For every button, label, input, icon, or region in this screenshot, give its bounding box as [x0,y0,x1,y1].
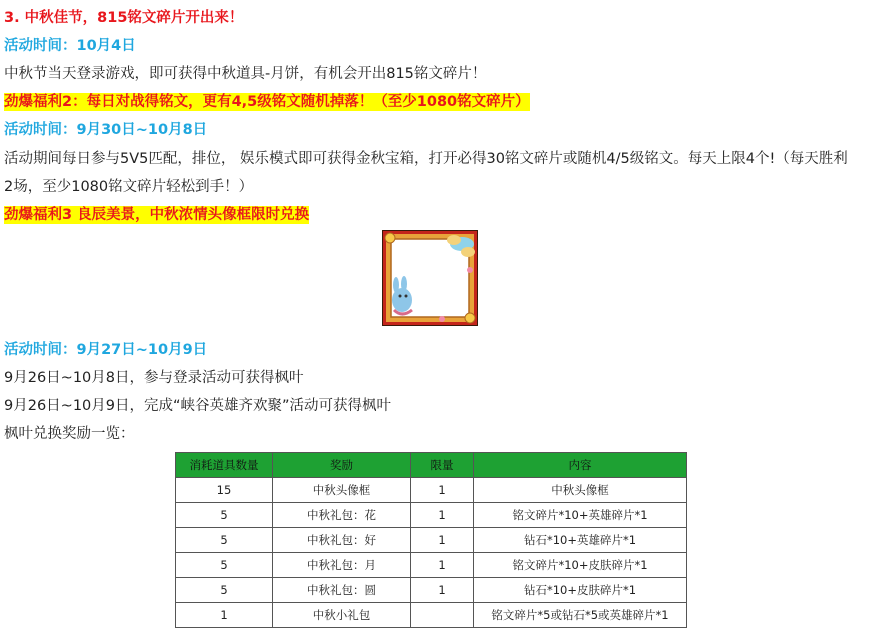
table-row [176,553,687,578]
cell-limit: 1 [411,503,474,528]
cell-cost: 15 [176,478,273,503]
cell-cost: 5 [176,503,273,528]
bonus-3-text: 劲爆福利3 良辰美景，中秋浓情头像框限时兑换 [4,207,310,223]
col-header-limit: 限量 [411,453,474,478]
event-desc-3b: 9月26日~10月9日，完成“峡谷英雄齐欢聚”活动可获得枫叶 [4,398,392,414]
event-time-2: 活动时间：9月30日~10月8日 [4,122,208,138]
col-header-cost: 消耗道具数量 [176,453,273,478]
table-row [176,528,687,553]
cell-cost: 5 [176,528,273,553]
cell-content: 中秋头像框 [474,478,687,503]
cell-reward: 中秋头像框 [273,478,411,503]
cell-limit: 1 [411,553,474,578]
table-row [176,478,687,503]
cell-limit [411,603,474,628]
reward-table [175,452,687,628]
event-desc-3a: 9月26日~10月8日，参与登录活动可获得枫叶 [4,370,304,386]
mid-autumn-avatar-frame-image [382,230,478,326]
cell-cost: 5 [176,553,273,578]
cell-limit: 1 [411,528,474,553]
cell-limit: 1 [411,578,474,603]
event-time-3: 活动时间：9月27日~10月9日 [4,342,208,358]
cell-content: 钻石*10+皮肤碎片*1 [474,578,687,603]
cell-reward: 中秋礼包：好 [273,528,411,553]
cell-cost: 5 [176,578,273,603]
bonus-2-heading [4,92,530,112]
cell-reward: 中秋礼包：花 [273,503,411,528]
cell-reward: 中秋礼包：月 [273,553,411,578]
avatar-frame-icon [382,230,478,326]
cell-content: 铭文碎片*10+皮肤碎片*1 [474,553,687,578]
exchange-list-label: 枫叶兑换奖励一览： [4,426,135,442]
table-row [176,503,687,528]
section-title: 3. 中秋佳节，815铭文碎片开出来！ [4,10,244,26]
event-desc-1: 中秋节当天登录游戏，即可获得中秋道具-月饼，有机会开出815铭文碎片！ [4,66,487,82]
cell-reward: 中秋礼包：圆 [273,578,411,603]
col-header-content: 内容 [474,453,687,478]
event-desc-2: 活动期间每日参与5V5匹配，排位， 娱乐模式即可获得金秋宝箱，打开必得30铭文碎片或随机4/5级铭文。每天上限4个!（每天胜利2场，至少1080铭文碎片轻松到手！） [4,151,848,195]
bonus-3-heading [4,205,309,225]
table-row [176,578,687,603]
cell-limit: 1 [411,478,474,503]
table-header-row [176,453,687,478]
table-row [176,603,687,628]
cell-cost: 1 [176,603,273,628]
cell-content: 铭文碎片*10+英雄碎片*1 [474,503,687,528]
event-time-1: 活动时间：10月4日 [4,38,136,54]
cell-content: 钻石*10+英雄碎片*1 [474,528,687,553]
bonus-2-text: 劲爆福利2：每日对战得铭文，更有4,5级铭文随机掉落！（至少1080铭文碎片） [4,94,530,110]
cell-content: 铭文碎片*5或钻石*5或英雄碎片*1 [474,603,687,628]
cell-reward: 中秋小礼包 [273,603,411,628]
col-header-reward: 奖励 [273,453,411,478]
